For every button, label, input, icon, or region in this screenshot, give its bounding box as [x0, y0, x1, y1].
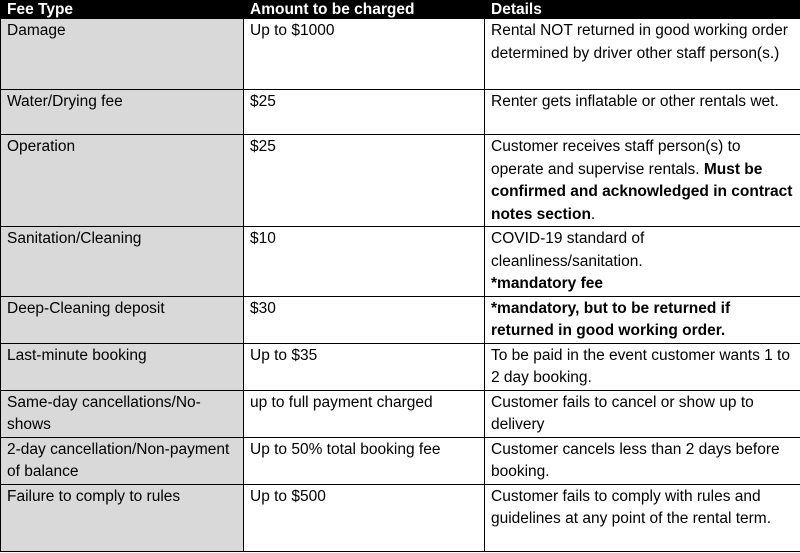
header-amount: Amount to be charged [244, 1, 485, 19]
fee-table-body [1, 19, 800, 552]
details-text: Renter gets inflatable or other rentals wet. [491, 93, 779, 110]
details-emphasis: *mandatory, but to be returned if returned in good working order. [491, 299, 731, 339]
details-cell [485, 135, 800, 227]
details-text: To be paid in the event customer wants 1 to 2 day booking. [491, 346, 790, 386]
fee-type-cell: Operation [1, 135, 244, 227]
details-text: Customer receives staff person(s) to operate and supervise rentals. [491, 138, 741, 178]
details-text: . [590, 205, 596, 223]
fee-type-cell: Last-minute booking [1, 343, 244, 390]
amount-cell: $25 [244, 90, 485, 135]
fee-type-cell: Damage [1, 19, 244, 90]
table-row [1, 343, 800, 390]
details-cell [485, 343, 800, 390]
fee-table-header [1, 1, 800, 19]
fee-type-cell: Failure to comply to rules [1, 484, 244, 551]
fee-type-cell: 2-day cancellation/Non-payment of balance [1, 437, 244, 484]
table-row [1, 90, 800, 135]
details-cell [485, 484, 800, 551]
amount-cell: $30 [244, 296, 485, 343]
header-fee-type: Fee Type [1, 1, 244, 19]
details-text: Customer cancels less than 2 days before booking. [491, 440, 780, 480]
details-cell [485, 390, 800, 437]
details-emphasis: Must be confirmed and acknowledged in contract notes section [491, 160, 793, 223]
table-row [1, 437, 800, 484]
table-row [1, 390, 800, 437]
header-details: Details [485, 1, 800, 19]
amount-cell: Up to $35 [244, 343, 485, 390]
details-text: Customer fails to cancel or show up to delivery [491, 393, 754, 433]
details-text: Customer fails to comply with rules and guidelines at any point of the rental term. [491, 487, 772, 527]
details-emphasis: *mandatory fee [491, 275, 603, 292]
details-cell [485, 227, 800, 297]
details-cell [485, 19, 800, 90]
table-row [1, 135, 800, 227]
details-cell [485, 90, 800, 135]
table-row [1, 484, 800, 551]
fee-type-cell: Sanitation/Cleaning [1, 227, 244, 297]
amount-cell: Up to $500 [244, 484, 485, 551]
details-text: COVID-19 standard of cleanliness/sanitation. [491, 230, 645, 270]
fee-type-cell: Same-day cancellations/No-shows [1, 390, 244, 437]
details-cell [485, 437, 800, 484]
fee-type-cell: Water/Drying fee [1, 90, 244, 135]
amount-cell: $25 [244, 135, 485, 227]
header-row [1, 1, 800, 19]
amount-cell: $10 [244, 227, 485, 297]
table-row [1, 227, 800, 297]
details-text: Rental NOT returned in good working order determined by driver other staff person(s.) [491, 22, 788, 62]
amount-cell: Up to 50% total booking fee [244, 437, 485, 484]
amount-cell: up to full payment charged [244, 390, 485, 437]
details-cell [485, 296, 800, 343]
amount-cell: Up to $1000 [244, 19, 485, 90]
table-row [1, 296, 800, 343]
fee-type-cell: Deep-Cleaning deposit [1, 296, 244, 343]
table-row [1, 19, 800, 90]
